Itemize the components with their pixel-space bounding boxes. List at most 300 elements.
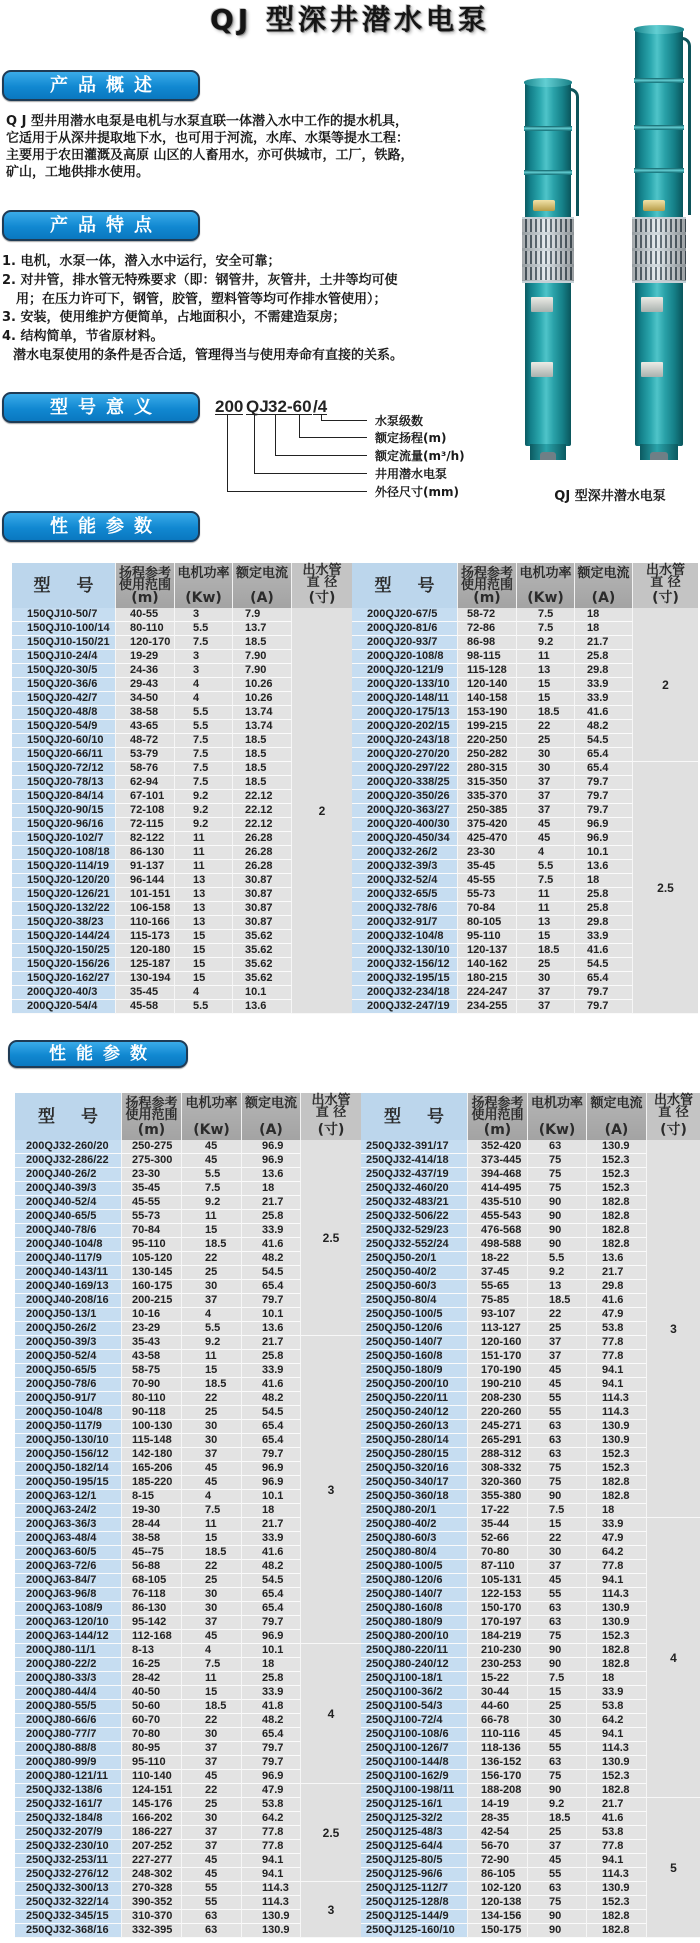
rated-current-cell: 130.9: [587, 1616, 647, 1630]
model-cell: 250QJ50-120/6: [361, 1322, 468, 1336]
model-cell: 250QJ80-80/4: [361, 1546, 468, 1560]
table-rows: [12, 608, 292, 1014]
outlet-diameter-header-line2: 直 径: [306, 575, 338, 590]
motor-power-cell: 37: [182, 1448, 242, 1462]
motor-power-cell: 30: [528, 1546, 587, 1560]
table-row: [352, 748, 633, 762]
head-range-cell: 275-300: [122, 1154, 182, 1168]
head-range-cell: 227-277: [122, 1854, 182, 1868]
performance-table-1-right: [352, 563, 698, 1014]
outlet-diameter-column-header: [633, 563, 698, 608]
head-range-cell: 95-110: [122, 1756, 182, 1770]
table-row: [15, 1924, 301, 1938]
motor-power-cell: 63: [528, 1434, 587, 1448]
model-cell: 200QJ40-169/13: [15, 1280, 122, 1294]
motor-power-cell: 9.2: [182, 1336, 242, 1350]
motor-power-cell: 4: [182, 1308, 242, 1322]
motor-power-header-unit: (Kw): [185, 590, 222, 606]
model-cell: 250QJ80-160/8: [361, 1602, 468, 1616]
rated-current-cell: 47.9: [242, 1784, 301, 1798]
rated-current-cell: 130.9: [587, 1756, 647, 1770]
model-cell: 250QJ32-300/13: [15, 1882, 122, 1896]
model-cell: 250QJ100-198/11: [361, 1784, 468, 1798]
rated-current-cell: 41.6: [575, 944, 633, 958]
table-row: [12, 636, 292, 650]
table-row: [15, 1378, 301, 1392]
table-row: [15, 1770, 301, 1784]
model-cell: 200QJ40-65/5: [15, 1210, 122, 1224]
pump-stage-ring: [634, 78, 684, 83]
model-cell: 150QJ20-54/9: [12, 720, 116, 734]
table-row: [12, 790, 292, 804]
model-cell: 150QJ10-50/7: [12, 608, 116, 622]
model-cell: 250QJ32-483/21: [361, 1196, 468, 1210]
table-row: [361, 1140, 647, 1154]
motor-power-cell: 22: [517, 720, 575, 734]
motor-power-cell: 4: [517, 846, 575, 860]
rated-current-cell: 10.1: [242, 1644, 301, 1658]
table-row: [361, 1336, 647, 1350]
motor-power-cell: 15: [175, 944, 233, 958]
motor-power-cell: 22: [182, 1784, 242, 1798]
model-cell: 200QJ40-39/3: [15, 1182, 122, 1196]
table-row: [352, 636, 633, 650]
pump-stage-ring: [524, 126, 572, 131]
motor-power-header-unit: (Kw): [527, 590, 564, 606]
rated-current-cell: 182.8: [587, 1784, 647, 1798]
motor-power-header-line1: 电机功率: [185, 1096, 238, 1111]
model-cell: 200QJ50-13/1: [15, 1308, 122, 1322]
table-row: [12, 1000, 292, 1014]
outlet-diameter-column-header: [292, 563, 352, 608]
table-row: [361, 1462, 647, 1476]
table-row: [15, 1448, 301, 1462]
table-row: [361, 1168, 647, 1182]
motor-power-cell: 11: [182, 1672, 242, 1686]
table-row: [361, 1504, 647, 1518]
head-range-cell: 72-90: [468, 1854, 528, 1868]
head-range-cell: 136-152: [468, 1756, 528, 1770]
rated-current-cell: 182.8: [587, 1238, 647, 1252]
model-cell: 150QJ20-60/10: [12, 734, 116, 748]
motor-power-cell: 13: [517, 916, 575, 930]
head-range-cell: 40-50: [122, 1686, 182, 1700]
rated-current-cell: 21.7: [575, 636, 633, 650]
head-range-cell: 80-105: [458, 916, 517, 930]
table-row: [15, 1868, 301, 1882]
model-cell: 250QJ80-40/2: [361, 1518, 468, 1532]
head-range-cell: 180-215: [458, 972, 517, 986]
model-cell: 200QJ50-156/12: [15, 1448, 122, 1462]
rated-current-cell: 18.5: [233, 762, 292, 776]
rated-current-cell: 7.90: [233, 650, 292, 664]
table-header-row: [15, 1093, 361, 1140]
model-cell: 250QJ125-112/7: [361, 1882, 468, 1896]
motor-power-cell: 15: [182, 1532, 242, 1546]
table-row: [361, 1392, 647, 1406]
table-row: [15, 1476, 301, 1490]
model-cell: 200QJ50-91/7: [15, 1392, 122, 1406]
head-range-cell: 118-136: [468, 1742, 528, 1756]
rated-current-cell: 21.7: [242, 1336, 301, 1350]
rated-current-cell: 79.7: [575, 804, 633, 818]
motor-power-cell: 5.5: [517, 860, 575, 874]
rated-current-cell: 182.8: [587, 1210, 647, 1224]
head-range-cell: 58-76: [116, 762, 175, 776]
table-row: [352, 832, 633, 846]
overview-line: 矿山，工地供排水使用。: [6, 165, 150, 180]
model-cell: 250QJ125-32/2: [361, 1812, 468, 1826]
motor-power-cell: 37: [517, 790, 575, 804]
head-range-cell: 15-22: [468, 1672, 528, 1686]
motor-power-cell: 4: [182, 1644, 242, 1658]
pump-motor-plate: [641, 362, 663, 377]
table-row: [15, 1406, 301, 1420]
motor-power-cell: 45: [528, 1854, 587, 1868]
motor-power-cell: 7.5: [182, 1182, 242, 1196]
model-cell: 150QJ20-162/27: [12, 972, 116, 986]
model-cell: 250QJ80-20/1: [361, 1504, 468, 1518]
motor-power-cell: 18.5: [528, 1812, 587, 1826]
rated-current-header-unit: (A): [604, 1122, 629, 1138]
pump-logo: [533, 200, 555, 211]
rated-current-cell: 10.1: [233, 986, 292, 1000]
table-row: [352, 622, 633, 636]
outlet-diameter-cell: 3: [301, 1336, 361, 1644]
table-row: [361, 1840, 647, 1854]
table-row: [15, 1658, 301, 1672]
motor-power-cell: 90: [528, 1490, 587, 1504]
model-cell: 250QJ125-144/9: [361, 1910, 468, 1924]
model-cell: 150QJ20-30/5: [12, 664, 116, 678]
model-cell: 200QJ80-77/7: [15, 1728, 122, 1742]
table-row: [15, 1672, 301, 1686]
rated-current-cell: 96.9: [242, 1770, 301, 1784]
motor-power-cell: 18.5: [182, 1546, 242, 1560]
head-range-cell: 45-55: [458, 874, 517, 888]
head-range-cell: 72-108: [116, 804, 175, 818]
motor-power-cell: 7.5: [175, 748, 233, 762]
overview-line: 它适用于从深井提取地下水，也可用于河流，水库、水渠等提水工程：: [6, 131, 410, 146]
head-range-cell: 14-19: [468, 1798, 528, 1812]
model-cell: 250QJ50-20/1: [361, 1252, 468, 1266]
table-row: [361, 1154, 647, 1168]
rated-current-cell: 18: [587, 1672, 647, 1686]
motor-power-cell: 90: [528, 1196, 587, 1210]
rated-current-cell: 130.9: [587, 1140, 647, 1154]
model-cell: 250QJ100-108/6: [361, 1728, 468, 1742]
table-row: [12, 902, 292, 916]
rated-current-cell: 114.3: [587, 1588, 647, 1602]
motor-power-cell: 15: [182, 1364, 242, 1378]
rated-current-cell: 7.90: [233, 664, 292, 678]
motor-power-column-header: [182, 1093, 242, 1140]
motor-power-cell: 63: [528, 1420, 587, 1434]
rated-current-cell: 21.7: [242, 1196, 301, 1210]
motor-power-cell: 90: [528, 1644, 587, 1658]
motor-power-cell: 75: [528, 1154, 587, 1168]
motor-power-cell: 25: [517, 958, 575, 972]
table-row: [15, 1756, 301, 1770]
motor-power-cell: 7.5: [182, 1504, 242, 1518]
rated-current-cell: 53.8: [242, 1798, 301, 1812]
rated-current-cell: 33.9: [242, 1364, 301, 1378]
performance-table-2-right: [361, 1093, 700, 1938]
rated-current-cell: 65.4: [575, 748, 633, 762]
rated-current-cell: 96.9: [242, 1462, 301, 1476]
rated-current-cell: 182.8: [587, 1924, 647, 1938]
rated-current-cell: 26.28: [233, 860, 292, 874]
rated-current-cell: 152.3: [587, 1168, 647, 1182]
head-range-cell: 45--75: [122, 1546, 182, 1560]
head-range-cell: 60-70: [122, 1714, 182, 1728]
pump-inlet-screen: [522, 217, 574, 283]
table-body: [361, 1140, 700, 1938]
rated-current-cell: 18.5: [233, 734, 292, 748]
motor-power-cell: 18.5: [517, 944, 575, 958]
outlet-diameter-column-header: [301, 1093, 361, 1140]
motor-power-cell: 13: [517, 664, 575, 678]
head-range-cell: 28-44: [122, 1518, 182, 1532]
rated-current-cell: 130.9: [242, 1910, 301, 1924]
motor-power-cell: 15: [517, 678, 575, 692]
rated-current-cell: 33.9: [242, 1532, 301, 1546]
table-row: [361, 1756, 647, 1770]
motor-power-cell: 25: [528, 1322, 587, 1336]
rated-current-column-header: [233, 563, 292, 608]
motor-power-cell: 30: [528, 1714, 587, 1728]
table-row: [361, 1728, 647, 1742]
head-range-cell: 82-122: [116, 832, 175, 846]
model-cell: 250QJ80-200/10: [361, 1630, 468, 1644]
motor-power-cell: 37: [517, 804, 575, 818]
head-range-cell: 86-105: [468, 1868, 528, 1882]
motor-power-cell: 55: [182, 1896, 242, 1910]
motor-power-cell: 7.5: [517, 874, 575, 888]
head-range-cell: 476-568: [468, 1224, 528, 1238]
rated-current-cell: 41.6: [575, 706, 633, 720]
motor-power-cell: 55: [528, 1742, 587, 1756]
table-row: [352, 874, 633, 888]
table-row: [361, 1280, 647, 1294]
motor-power-cell: 75: [528, 1168, 587, 1182]
table-row: [15, 1546, 301, 1560]
head-range-cell: 320-360: [468, 1476, 528, 1490]
outlet-diameter-cell: 2.5: [301, 1784, 361, 1882]
model-cell: 150QJ20-42/7: [12, 692, 116, 706]
pump-stage-ring: [524, 170, 572, 175]
motor-power-cell: 37: [528, 1350, 587, 1364]
table-row: [15, 1224, 301, 1238]
rated-current-cell: 79.7: [575, 790, 633, 804]
rated-current-cell: 35.62: [233, 944, 292, 958]
rated-current-cell: 18: [587, 1504, 647, 1518]
model-cell: 250QJ50-80/4: [361, 1294, 468, 1308]
feature-item: 2. 对井管，排水管无特殊要求（即：钢管井，灰管井，土井等均可使: [2, 272, 398, 288]
table-row: [12, 692, 292, 706]
table-row: [361, 1854, 647, 1868]
table-row: [15, 1210, 301, 1224]
table-row: [361, 1182, 647, 1196]
head-range-cell: 37-45: [468, 1266, 528, 1280]
head-range-header-line1: 扬程参考: [118, 566, 171, 581]
model-cell: 250QJ32-460/20: [361, 1182, 468, 1196]
table-row: [352, 818, 633, 832]
head-range-cell: 425-470: [458, 832, 517, 846]
motor-power-cell: 11: [517, 888, 575, 902]
outlet-diameter-header-line1: 出水管: [311, 1093, 351, 1108]
model-cell: 250QJ32-345/15: [15, 1910, 122, 1924]
head-range-cell: 101-151: [116, 888, 175, 902]
table-row: [12, 734, 292, 748]
motor-power-header-line1: 电机功率: [177, 566, 230, 581]
rated-current-cell: 152.3: [587, 1462, 647, 1476]
motor-power-cell: 18.5: [182, 1700, 242, 1714]
head-range-cell: 220-250: [458, 734, 517, 748]
model-cell: 250QJ80-180/9: [361, 1616, 468, 1630]
model-cell: 200QJ63-36/3: [15, 1518, 122, 1532]
rated-current-cell: 22.12: [233, 790, 292, 804]
head-range-cell: 45-55: [122, 1196, 182, 1210]
table-row: [361, 1560, 647, 1574]
motor-power-cell: 7.5: [175, 636, 233, 650]
model-cell: 200QJ40-104/8: [15, 1238, 122, 1252]
head-range-column-header: [458, 563, 517, 608]
rated-current-cell: 94.1: [587, 1574, 647, 1588]
head-range-cell: 34-50: [116, 692, 175, 706]
table-row: [12, 608, 292, 622]
rated-current-cell: 41.6: [242, 1378, 301, 1392]
head-range-header-line2: 使用范围: [125, 1108, 178, 1123]
model-cell: 200QJ63-96/8: [15, 1588, 122, 1602]
section-header-performance-2: 性能参数: [8, 1040, 188, 1068]
motor-power-header-unit: (Kw): [538, 1122, 576, 1138]
rated-current-cell: 25.8: [242, 1350, 301, 1364]
head-range-cell: 62-94: [116, 776, 175, 790]
head-range-cell: 498-588: [468, 1238, 528, 1252]
head-range-cell: 373-445: [468, 1154, 528, 1168]
model-cell: 200QJ20-93/7: [352, 636, 458, 650]
motor-power-cell: 90: [528, 1238, 587, 1252]
table-row: [15, 1504, 301, 1518]
head-range-cell: 72-115: [116, 818, 175, 832]
table-body: [12, 608, 352, 1014]
pump-illustration-tall: [635, 25, 683, 460]
rated-current-cell: 77.8: [587, 1560, 647, 1574]
motor-power-cell: 75: [528, 1630, 587, 1644]
head-range-cell: 115-128: [458, 664, 517, 678]
motor-power-cell: 30: [517, 972, 575, 986]
rated-current-cell: 47.9: [587, 1532, 647, 1546]
rated-current-cell: 65.4: [242, 1420, 301, 1434]
head-range-cell: 124-151: [122, 1784, 182, 1798]
model-cell: 200QJ50-130/10: [15, 1434, 122, 1448]
head-range-cell: 23-30: [458, 846, 517, 860]
pump-motor-plate: [531, 362, 553, 377]
head-range-cell: 30-44: [468, 1686, 528, 1700]
motor-power-cell: 63: [528, 1882, 587, 1896]
model-cell: 200QJ20-400/30: [352, 818, 458, 832]
motor-power-cell: 37: [528, 1560, 587, 1574]
model-cell: 200QJ63-12/1: [15, 1490, 122, 1504]
outlet-diameter-header-unit: (寸): [308, 590, 336, 606]
table-row: [12, 706, 292, 720]
model-cell: 250QJ80-100/5: [361, 1560, 468, 1574]
model-cell: 150QJ20-144/24: [12, 930, 116, 944]
rated-current-cell: 33.9: [587, 1686, 647, 1700]
head-range-cell: 38-58: [122, 1532, 182, 1546]
rated-current-cell: 33.9: [575, 678, 633, 692]
motor-power-cell: 90: [528, 1210, 587, 1224]
table-row: [352, 986, 633, 1000]
head-range-cell: 35-43: [122, 1336, 182, 1350]
head-range-cell: 8-13: [122, 1644, 182, 1658]
model-header-line1: 型 号: [384, 1106, 454, 1127]
motor-power-cell: 30: [182, 1602, 242, 1616]
product-image-caption: QJ 型深井潜水电泵: [554, 489, 666, 504]
table-row: [361, 1616, 647, 1630]
head-range-cell: 19-29: [116, 650, 175, 664]
head-range-cell: 40-55: [116, 608, 175, 622]
rated-current-cell: 79.7: [242, 1756, 301, 1770]
table-row: [15, 1434, 301, 1448]
model-cell: 150QJ20-66/11: [12, 748, 116, 762]
table-row: [15, 1560, 301, 1574]
head-range-cell: 120-160: [468, 1336, 528, 1350]
feature-item-continuation: 用；在压力许可下，钢管，胶管，塑料管等均可作排水管使用）；: [16, 291, 387, 307]
rated-current-cell: 79.7: [575, 1000, 633, 1014]
model-cell: 200QJ20-338/25: [352, 776, 458, 790]
motor-power-cell: 9.2: [175, 804, 233, 818]
table-row: [361, 1196, 647, 1210]
head-range-cell: 234-255: [458, 1000, 517, 1014]
rated-current-cell: 25.8: [242, 1210, 301, 1224]
motor-power-cell: 9.2: [175, 818, 233, 832]
head-range-cell: 288-312: [468, 1448, 528, 1462]
model-cell: 200QJ50-26/2: [15, 1322, 122, 1336]
head-range-cell: 55-65: [468, 1280, 528, 1294]
head-range-cell: 250-275: [122, 1140, 182, 1154]
model-cell: 150QJ20-90/15: [12, 804, 116, 818]
rated-current-cell: 114.3: [242, 1896, 301, 1910]
motor-power-cell: 4: [175, 678, 233, 692]
model-cell: 200QJ80-22/2: [15, 1658, 122, 1672]
rated-current-cell: 7.9: [233, 608, 292, 622]
code-part-outer-diameter: 200: [215, 397, 244, 416]
rated-current-cell: 33.9: [587, 1518, 647, 1532]
motor-power-cell: 22: [528, 1308, 587, 1322]
rated-current-cell: 18.5: [233, 748, 292, 762]
model-cell: 250QJ32-322/14: [15, 1896, 122, 1910]
motor-power-cell: 75: [528, 1476, 587, 1490]
motor-power-cell: 22: [182, 1252, 242, 1266]
head-range-cell: 86-130: [116, 846, 175, 860]
rated-current-cell: 114.3: [587, 1406, 647, 1420]
pump-nameplate: [641, 297, 663, 312]
motor-power-cell: 5.5: [175, 720, 233, 734]
code-part-head: -60: [287, 397, 312, 416]
model-cell: 200QJ20-175/13: [352, 706, 458, 720]
head-range-cell: 105-120: [122, 1252, 182, 1266]
table-row: [361, 1700, 647, 1714]
head-range-cell: 245-271: [468, 1420, 528, 1434]
head-range-cell: 188-208: [468, 1784, 528, 1798]
model-cell: 150QJ20-36/6: [12, 678, 116, 692]
rated-current-cell: 130.9: [587, 1434, 647, 1448]
table-row: [15, 1854, 301, 1868]
head-range-cell: 86-130: [122, 1602, 182, 1616]
rated-current-cell: 48.2: [242, 1560, 301, 1574]
